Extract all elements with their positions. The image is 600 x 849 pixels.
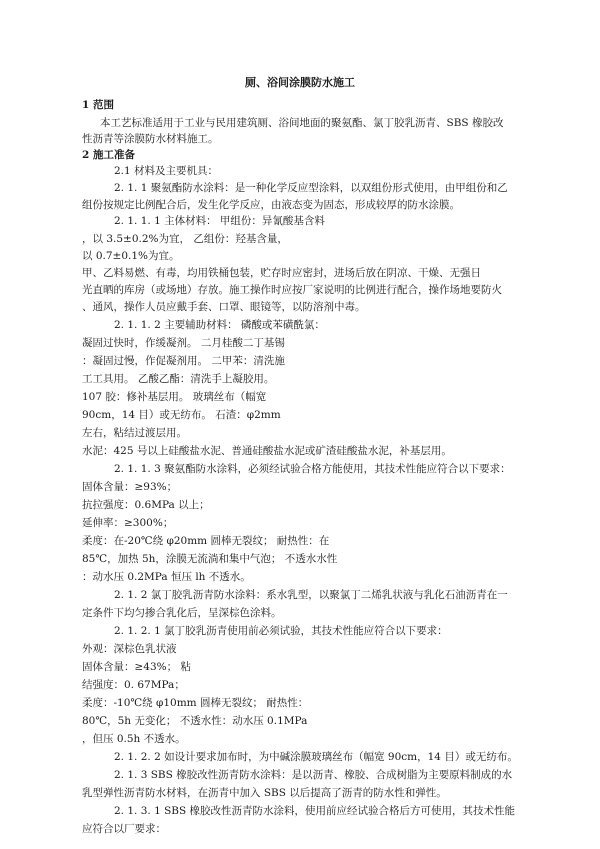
- paragraph-line: 性沥青等涂膜防水材料施工。: [82, 133, 219, 145]
- paragraph-line: 2. 1. 1 聚氨酯防水涂料：是一种化学反应型涂料，以双组份形式使用，由甲组份和乙: [114, 182, 508, 194]
- paragraph-line: 水泥：425 号以上硅酸盐水泥、普通硅酸盐水泥或矿渣硅酸盐水泥，补基层用。: [82, 445, 452, 457]
- paragraph-line: 80℃，5h 无变化； 不透水性：动水压 0.1MPa: [82, 715, 308, 727]
- paragraph-line: 2. 1. 2. 1 氯丁胶乳沥青使用前必须试验，其技术性能应符合以下要求：: [114, 625, 448, 637]
- paragraph-line: 凝固过快时，作缓凝剂。 二月桂酸二丁基锡: [82, 337, 285, 349]
- paragraph-line: 柔度：在-20℃绕 φ20mm 圆棒无裂纹； 耐热性：在: [82, 535, 330, 547]
- section-heading-preparation: 2 施工准备: [82, 149, 135, 161]
- paragraph-line: 外观：深棕色乳状液: [82, 643, 177, 655]
- paragraph-line: 乳型弹性沥青防水材料，在沥青中加入 SBS 以后提高了沥青的防水性和弹性。: [82, 787, 447, 799]
- paragraph-line: 结强度：0. 67MPa；: [82, 679, 185, 691]
- paragraph-line: 定条件下均匀掺合乳化后，呈深棕色涂料。: [82, 607, 282, 619]
- paragraph-line: 2. 1. 2 氯丁胶乳沥青防水涂料：系水乳型，以聚氯丁二烯乳状液与乳化石油沥青在一: [114, 589, 508, 601]
- paragraph-line: 107 胶：修补基层用。 玻璃丝布（幅宽: [82, 391, 267, 403]
- paragraph-line: 2. 1. 2. 2 如设计要求加布时，为中碱涂膜玻璃丝布（幅宽 90cm，14 目）或无纺布。: [114, 751, 518, 763]
- paragraph-line: 工工具用。 乙酸乙酯：清洗手上凝胶用。: [82, 373, 275, 385]
- paragraph-line: 柔度：-10℃绕 φ10mm 圆棒无裂纹； 耐热性：: [82, 697, 309, 709]
- paragraph-line: 左右，粘结过渡层用。: [82, 427, 187, 439]
- paragraph-line: 2.1 材料及主要机具：: [114, 165, 219, 177]
- paragraph-line: 2. 1. 1. 3 聚氨酯防水涂料，必须经试验合格方能使用，其技术性能应符合以下要求：: [114, 463, 511, 475]
- paragraph-line: 2. 1. 1. 1 主体材料： 甲组份：异氰酸基含料: [114, 215, 325, 227]
- paragraph-line: ，以 3.5±0.2%为宜， 乙组份：羟基含量，: [82, 233, 288, 245]
- paragraph-line: 延伸率：≥300%；: [82, 517, 174, 529]
- paragraph-line: ：凝固过慢，作促凝剂用。 二甲苯：清洗施: [82, 355, 285, 367]
- paragraph-line: 抗拉强度：0.6MPa 以上；: [82, 499, 210, 511]
- paragraph-line: 本工艺标准适用于工业与民用建筑厕、浴间地面的聚氨酯、氯丁胶乳沥青、SBS 橡胶改: [100, 117, 504, 129]
- paragraph-line: 固体含量：≥43%； 粘: [82, 661, 191, 673]
- paragraph-line: 光直晒的库房（或场地）存放。施工操作时应按厂家说明的比例进行配合，操作场地要防火: [82, 284, 502, 296]
- paragraph-line: 、通风，操作人员应戴手套、口罩、眼镜等，以防溶剂中毒。: [82, 301, 366, 313]
- document-title: 厕、浴间涂膜防水施工: [245, 76, 355, 89]
- paragraph-line: 2. 1. 3 SBS 橡胶改性沥青防水涂料：是以沥青、橡胶、合成树脂为主要原料制成的水: [114, 769, 513, 781]
- paragraph-line: 应符合以厂要求：: [82, 823, 166, 835]
- paragraph-line: 2. 1. 1. 2 主要辅助材料： 磷酸或苯磺酰氯：: [114, 319, 325, 331]
- paragraph-line: ，但压 0.5h 不透水。: [82, 733, 186, 745]
- paragraph-line: ：动水压 0.2MPa 恒压 lh 不透水。: [82, 571, 251, 583]
- paragraph-line: 甲、乙料易燃、有毒，均用铁桶包装，贮存时应密封，进场后放在阴凉、干燥、无强日: [82, 267, 481, 279]
- paragraph-line: 85℃，加热 5h，涂膜无流淌和集中气泡； 不透水水性: [82, 553, 338, 565]
- paragraph-line: 组份按规定比例配合后，发生化学反应，由液态变为固态，形成较厚的防水涂膜。: [82, 199, 460, 211]
- paragraph-line: 2. 1. 3. 1 SBS 橡胶改性沥青防水涂料，使用前应经试验合格后方可使用，其技术性能: [114, 805, 516, 817]
- section-heading-scope: 1 范围: [82, 99, 114, 111]
- paragraph-line: 固体含量：≥93%；: [82, 481, 178, 493]
- paragraph-line: 以 0.7±0.1%为宜。: [82, 250, 180, 262]
- paragraph-line: 90cm，14 目）或无纺布。 石渣：φ2mm: [82, 409, 281, 421]
